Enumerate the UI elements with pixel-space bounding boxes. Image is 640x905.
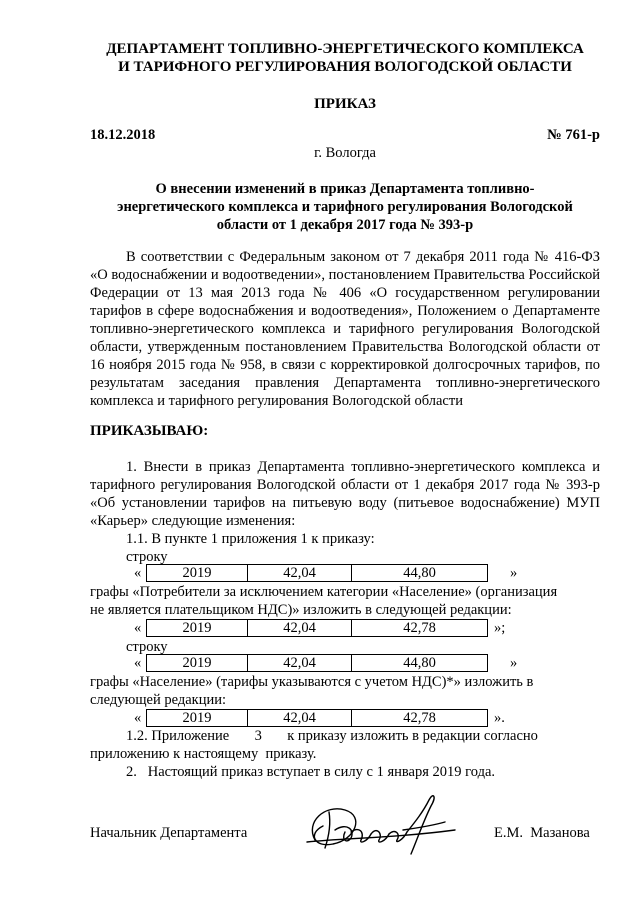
item-2: 2. Настоящий приказ вступает в силу с 1 января 2019 года. — [126, 764, 496, 780]
text-after-row-3-line-1: графы «Население» (тарифы указываются с учетом НДС)*» изложить в — [90, 674, 534, 690]
row-word-1: строку — [126, 549, 168, 565]
document-subject — [100, 180, 590, 234]
text-after-row-3-line-2: следующей редакции: — [90, 692, 227, 708]
signatory-name: Е.М. Мазанова — [494, 825, 590, 841]
row-year: 2019 — [147, 655, 248, 672]
handwritten-signature — [285, 782, 465, 862]
row-value-2: 44,80 — [352, 565, 488, 582]
row-value-2: 44,80 — [352, 655, 488, 672]
document-date: 18.12.2018 — [90, 127, 156, 143]
item-1-paragraph: 1. Внести в приказ Департамента топливно-энергетического комплекса и тарифного регулирования Вологодской области от 1 декабря 2017 года № 393-р «Об установлении тарифов на питьевую воду (питьевое водоснабжение) МУП «Карьер» следующие изменения: — [90, 459, 600, 529]
tariff-row-1 — [146, 564, 488, 582]
row-value-1: 42,04 — [248, 565, 352, 582]
item-1-1: 1.1. В пункте 1 приложения 1 к приказу: — [126, 531, 375, 547]
org-line-1: ДЕПАРТАМЕНТ ТОПЛИВНО-ЭНЕРГЕТИЧЕСКОГО КОМПЛЕКСА — [106, 41, 584, 57]
text-after-row-1-line-1: графы «Потребители за исключением категории «Население» (организация — [90, 584, 558, 600]
organization-name — [90, 40, 600, 76]
row-value-1: 42,04 — [248, 655, 352, 672]
item-1-2-line-2: приложению к настоящему приказу. — [90, 746, 317, 762]
row-year: 2019 — [147, 710, 248, 727]
open-quote: « — [134, 565, 142, 581]
org-line-2: И ТАРИФНОГО РЕГУЛИРОВАНИЯ ВОЛОГОДСКОЙ ОБЛАСТИ — [118, 59, 572, 75]
signatory-title: Начальник Департамента — [90, 825, 248, 841]
text-after-row-1-line-2: не является плательщиком НДС)» изложить в следующей редакции: — [90, 602, 512, 618]
preamble-paragraph: В соответствии с Федеральным законом от 7 декабря 2011 года № 416-ФЗ «О водоснабжении и водоотведении», постановлением Правительства Российской Федерации от 13 мая 2013 года № 406 «О государственном регулировании тарифов в сфере водоснабжения и водоотведения», Положением о Департаменте топливно-энергетического комплекса и тарифного регулирования Вологодской области, утвержденным постановлением Правительства Вологодской области от 16 ноября 2015 года № 958, в связи с корректировкой долгосрочных тарифов, по результатам заседания правления Департамента топливно-энергетического комплекса и тарифного регулирования Вологодской области — [90, 249, 600, 409]
close-quote: » — [510, 565, 518, 581]
document-city: г. Вологда — [314, 145, 376, 161]
open-quote: « — [134, 655, 142, 671]
subject-line-2: энергетического комплекса и тарифного регулирования Вологодской — [117, 199, 573, 215]
row-year: 2019 — [147, 565, 248, 582]
close-quote: » — [510, 655, 518, 671]
close-quote-period: ». — [494, 710, 505, 726]
row-year: 2019 — [147, 620, 248, 637]
open-quote: « — [134, 710, 142, 726]
tariff-row-2 — [146, 619, 488, 637]
close-quote-semicolon: »; — [494, 620, 506, 636]
row-value-1: 42,04 — [248, 620, 352, 637]
document-type: ПРИКАЗ — [314, 96, 376, 112]
subject-line-3: области от 1 декабря 2017 года № 393-р — [216, 217, 474, 233]
row-value-1: 42,04 — [248, 710, 352, 727]
row-value-2: 42,78 — [352, 710, 488, 727]
item-1-2-line-1: 1.2. Приложение 3 к приказу изложить в редакции согласно — [126, 728, 538, 744]
open-quote: « — [134, 620, 142, 636]
tariff-row-3 — [146, 654, 488, 672]
order-word: ПРИКАЗЫВАЮ: — [90, 423, 209, 439]
document-number: № 761-р — [547, 127, 600, 143]
row-word-2: строку — [126, 639, 168, 655]
subject-line-1: О внесении изменений в приказ Департамента топливно- — [155, 181, 535, 197]
tariff-row-4 — [146, 709, 488, 727]
row-value-2: 42,78 — [352, 620, 488, 637]
